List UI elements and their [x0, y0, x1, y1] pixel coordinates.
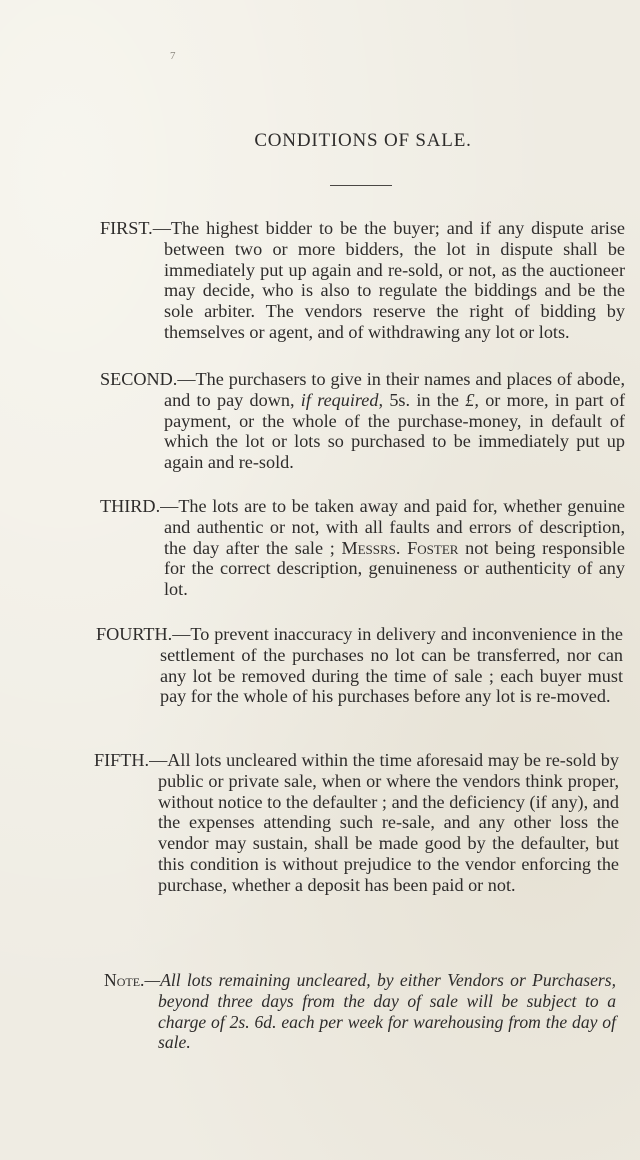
condition-label: THIRD. — [100, 496, 161, 516]
condition-first — [100, 218, 625, 343]
condition-label: FIRST. — [100, 218, 153, 238]
foster-name: Foster — [407, 537, 459, 558]
title-divider — [330, 185, 392, 186]
pencil-mark: 7 — [170, 50, 176, 62]
condition-label: FIFTH. — [94, 750, 150, 770]
condition-third — [100, 496, 625, 600]
note-text: —All lots remaining uncleared, by either Vendors or Purchasers, beyond three days from the day of sale will be subject to a charge of 2s. 6d. each per week for warehousing from the day of sale. — [144, 970, 616, 1053]
condition-text: 5s. in the — [383, 389, 466, 410]
condition-fifth — [94, 750, 619, 896]
condition-emphasis: if required, — [300, 389, 384, 410]
pound-sign: £, — [465, 389, 479, 410]
condition-fourth — [96, 624, 623, 707]
condition-text: —The highest bidder to be the buyer; and if any dispute arise between two or more bidders, the lot in dispute shall be immediately put up again and re-sold, or not, as the auctioneer may decide, who is also to regulate the biddings and be the sole arbiter. The vendors reserve the right of bidding by themselves or agent, and of withdrawing any lot or lots. — [152, 218, 625, 342]
condition-text: —To prevent inaccuracy in delivery and inconvenience in the settlement of the purchases no lot can be transferred, nor can any lot be removed during the time of sale ; each buyer must pay for the whole of his purchases before any lot is re-moved. — [160, 624, 623, 707]
condition-second — [100, 369, 625, 473]
page-title: CONDITIONS OF SALE. — [254, 130, 472, 151]
condition-label: FOURTH. — [96, 624, 173, 644]
note-label: Note. — [104, 970, 145, 990]
condition-text: or more, in part of payment, or the whole of the purchase-money, in default of which the lot or lots so purchased to be immediately put up again and re-sold. — [164, 389, 626, 473]
condition-text: —The purchasers to give in their names and places of abode, and to pay down, — [164, 369, 625, 410]
condition-text: —The lots are to be taken away and paid for, whether genuine and authentic or not, with all faults and errors of description, the day after the sale ; — [160, 496, 625, 558]
condition-text: not being responsible for the correct description, genuineness or authenticity of any lot. — [164, 537, 625, 600]
condition-label: SECOND. — [100, 369, 178, 389]
note-paragraph — [104, 970, 616, 1053]
messrs-text: Messrs. — [341, 537, 401, 558]
condition-text: —All lots uncleared within the time aforesaid may be re-sold by public or private sale, when or where the vendors think proper, without notice to the defaulter ; and the deficiency (if any), and the expenses attending such re-sale, and any other loss the vendor may sustain, shall be made good by the defaulter, but this condition is without prejudice to the vendor enforcing the purchase, whether a deposit has been paid or not. — [149, 750, 619, 895]
